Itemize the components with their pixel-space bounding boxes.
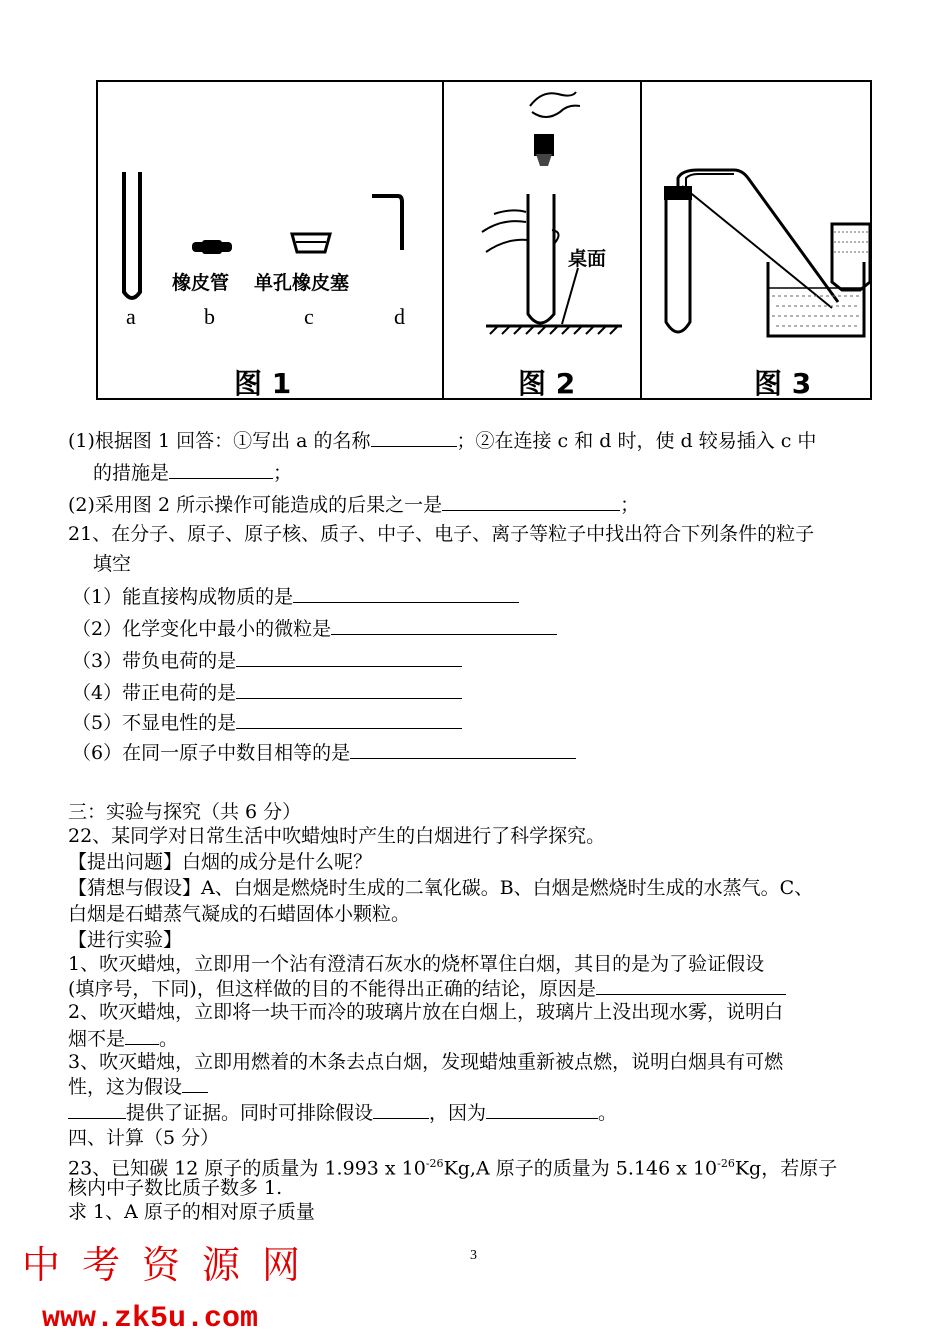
experiment2-line2-end: 。 [159, 1028, 179, 1050]
figure-2-label: 图 2 [518, 367, 576, 400]
q23-line1-text-b: Kg,A 原子的质量为 5.146 x 10 [443, 1157, 718, 1180]
page-number: 3 [470, 1248, 477, 1263]
experiment3-line1: 3、吹灭蜡烛，立即用燃着的木条去点白烟，发现蜡烛重新被点燃，说明白烟具有可燃 [68, 1051, 784, 1073]
q23-line1-text-c: Kg，若原子 [734, 1157, 838, 1180]
experiment-title: 【进行实验】 [68, 929, 183, 951]
answer-blank[interactable] [236, 646, 462, 667]
experiment3-line3-text-b: ，因为 [429, 1102, 487, 1124]
label-a: a [126, 304, 136, 329]
figure-box [96, 80, 872, 400]
experiment3-line3 [68, 1098, 617, 1127]
answer-blank[interactable] [486, 1098, 598, 1119]
rubber-tube-label: 橡皮管 [172, 272, 230, 294]
figure-1-label: 图 1 [234, 367, 292, 400]
answer-blank[interactable] [373, 1098, 429, 1119]
experiment1-line1: 1、吹灭蜡烛，立即用一个沾有澄清石灰水的烧杯罩住白烟，其目的是为了验证假设 [68, 953, 765, 975]
q21-item5 [72, 708, 462, 737]
brand-watermark: 中考资源网 [22, 1243, 323, 1287]
q21-line1: 21、在分子、原子、原子核、质子、中子、电子、离子等粒子中找出符合下列条件的粒子 [68, 523, 815, 545]
q20-3-text-b: ； [620, 494, 640, 516]
figure-3-label: 图 3 [754, 367, 812, 400]
q23-line3: 求 1、A 原子的相对原子质量 [68, 1201, 315, 1223]
figure-1-drawing [98, 82, 442, 398]
section3-title: 三：实验与探究（共 6 分） [68, 801, 302, 823]
q20-1-text-b: ；②在连接 c 和 d 时，使 d 较易插入 c 中 [456, 430, 817, 452]
q21-item2-text: （2）化学变化中最小的微粒是 [72, 618, 332, 640]
problem-text: 【提出问题】白烟的成分是什么呢？ [68, 851, 373, 873]
q21-item6 [72, 738, 576, 767]
q21-item5-text: （5）不显电性的是 [72, 712, 237, 734]
answer-blank[interactable] [371, 426, 457, 447]
q20-line1 [68, 426, 816, 455]
q20-line3 [68, 490, 639, 519]
answer-blank[interactable] [236, 678, 462, 699]
experiment2-line2-text: 烟不是 [68, 1028, 126, 1050]
q23-line2: 核内中子数比质子数多 1. [68, 1177, 283, 1199]
figure-2-panel [442, 82, 642, 398]
answer-blank[interactable] [293, 582, 519, 603]
answer-blank[interactable] [125, 1024, 159, 1045]
q21-item3-text: （3）带负电荷的是 [72, 650, 237, 672]
figure-3-panel [642, 82, 870, 398]
desk-label: 桌面 [568, 248, 607, 270]
q21-item2 [72, 614, 557, 643]
q21-item1 [72, 582, 519, 611]
q21-line2: 填空 [93, 553, 132, 575]
exponent: -26 [717, 1157, 735, 1170]
q20-1-text: (1)根据图 1 回答：①写出 a 的名称 [68, 430, 371, 452]
label-d: d [394, 304, 405, 329]
answer-blank[interactable] [169, 458, 273, 479]
q21-item4-text: （4）带正电荷的是 [72, 682, 237, 704]
site-url: www.zk5u.com [42, 1302, 259, 1336]
label-c: c [304, 304, 314, 329]
experiment1-line2-text: (填序号，下同)，但这样做的目的不能得出正确的结论，原因是 [68, 978, 596, 1000]
answer-blank[interactable] [68, 1098, 126, 1119]
q20-line2 [93, 458, 292, 487]
answer-blank[interactable] [350, 738, 576, 759]
answer-blank[interactable] [236, 708, 462, 729]
figure-1-panel [98, 82, 444, 398]
q21-item6-text: （6）在同一原子中数目相等的是 [72, 742, 351, 764]
experiment3-line2-text: 性，这为假设 [68, 1076, 183, 1098]
q22-text: 22、某同学对日常生活中吹蜡烛时产生的白烟进行了科学探究。 [68, 825, 606, 847]
experiment3-line3-text: 提供了证据。同时可排除假设 [126, 1102, 374, 1124]
experiment3-line3-end: 。 [598, 1102, 618, 1124]
section4-title: 四、计算（5 分） [68, 1127, 220, 1149]
answer-blank[interactable] [331, 614, 557, 635]
q23-line1-text-a: 23、已知碳 12 原子的质量为 1.993 x 10 [68, 1157, 426, 1180]
q21-item4 [72, 678, 462, 707]
answer-blank[interactable] [182, 1072, 208, 1093]
exponent: -26 [425, 1157, 444, 1170]
answer-blank[interactable] [596, 974, 786, 995]
q21-item1-text: （1）能直接构成物质的是 [72, 586, 294, 608]
label-b: b [204, 304, 215, 329]
q20-3-text: (2)采用图 2 所示操作可能造成的后果之一是 [68, 494, 443, 516]
experiment3-line2 [68, 1072, 208, 1101]
figure-3-drawing [642, 82, 870, 398]
hypothesis-line2: 白烟是石蜡蒸气凝成的石蜡固体小颗粒。 [68, 903, 411, 925]
stopper-label: 单孔橡皮塞 [254, 272, 350, 294]
answer-blank[interactable] [442, 490, 620, 511]
experiment2-line1: 2、吹灭蜡烛，立即将一块干而冷的玻璃片放在白烟上，玻璃片上没出现水雾，说明白 [68, 1001, 784, 1023]
q20-2-text-b: ； [273, 462, 293, 484]
hypothesis-line1: 【猜想与假设】A、白烟是燃烧时生成的二氧化碳。B、白烟是燃烧时生成的水蒸气。C、 [68, 877, 814, 899]
figure-2-drawing [442, 82, 640, 398]
q20-2-text: 的措施是 [93, 462, 170, 484]
q21-item3 [72, 646, 462, 675]
